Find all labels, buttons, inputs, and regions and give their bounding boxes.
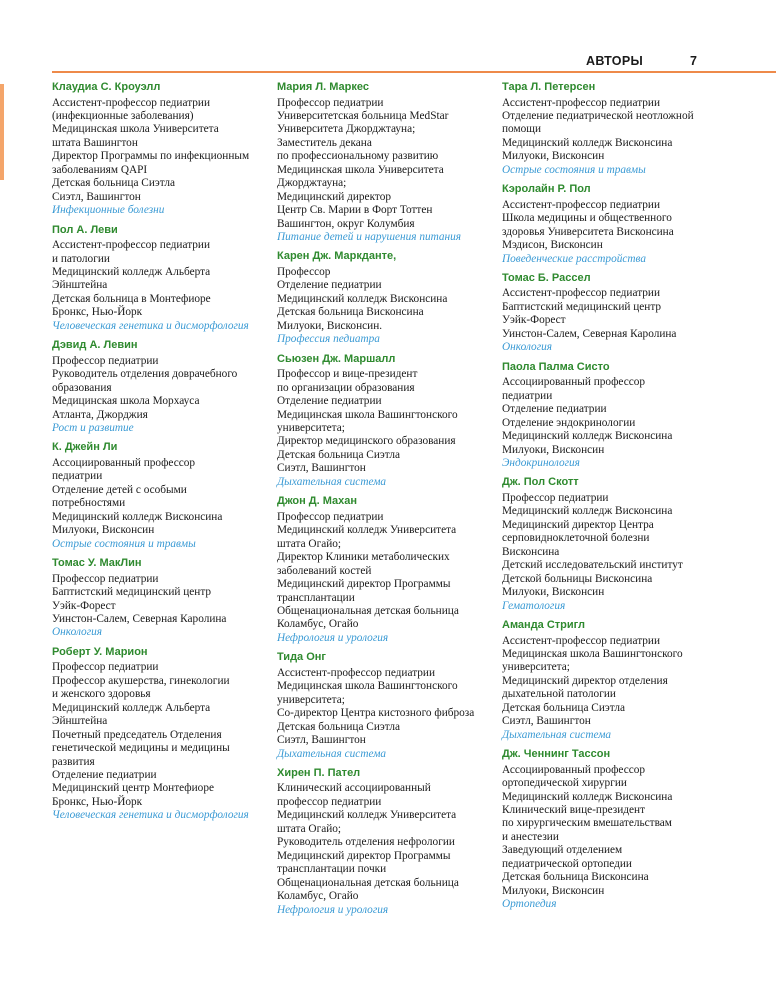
author-affiliation-line: Общенациональная детская больница bbox=[277, 604, 459, 617]
author-chapter-topic: Онкология bbox=[52, 626, 103, 639]
author-affiliation-line: Профессор bbox=[277, 265, 331, 278]
author-name: Хирен П. Пател bbox=[277, 766, 361, 779]
author-entry bbox=[52, 81, 270, 218]
author-chapter-topic: Нефрология и урология bbox=[277, 631, 389, 644]
author-affiliation-line: трансплантации bbox=[277, 591, 355, 604]
author-affiliation-line: Бронкс, Нью-Йорк bbox=[52, 306, 143, 319]
author-affiliation-line: Детская больница в Монтефиоре bbox=[52, 292, 211, 305]
author-affiliation-line: Отделение эндокринологии bbox=[502, 416, 636, 429]
author-affiliation-line: Медицинский центр Монтефиоре bbox=[52, 782, 214, 795]
author-name: Дж. Ченнинг Тассон bbox=[502, 748, 611, 761]
author-affiliation-line: Отделение педиатрии bbox=[277, 279, 382, 292]
author-affiliation-line: серповидноклеточной болезни bbox=[502, 532, 650, 545]
author-affiliation-line: Ассистент-профессор педиатрии bbox=[502, 287, 661, 300]
author-affiliation-line: Милуоки, Висконсин bbox=[52, 524, 155, 537]
author-affiliation-line: Медицинская школа Морхауса bbox=[52, 395, 200, 408]
author-entry bbox=[502, 81, 720, 177]
author-chapter-topic: Дыхательная система bbox=[277, 747, 387, 760]
author-chapter-topic: Рост и развитие bbox=[52, 422, 134, 435]
author-name: Мария Л. Маркес bbox=[277, 81, 369, 93]
author-affiliation-line: Медицинский колледж Альберта bbox=[52, 265, 211, 278]
author-name: Кэролайн Р. Пол bbox=[502, 183, 591, 196]
author-chapter-topic: Дыхательная система bbox=[502, 728, 612, 741]
author-affiliation-line: Атланта, Джорджия bbox=[52, 408, 148, 421]
author-affiliation-line: Руководитель отделения доврачебного bbox=[52, 368, 238, 381]
author-chapter-topic: Профессия педиатра bbox=[277, 333, 380, 346]
author-affiliation-line: профессор педиатрии bbox=[277, 795, 382, 808]
author-affiliation-line: Медицинский директор отделения bbox=[502, 674, 668, 687]
author-entry bbox=[502, 476, 720, 613]
author-affiliation-line: педиатрии bbox=[502, 389, 553, 402]
author-affiliation-line: Милуоки, Висконсин. bbox=[277, 319, 383, 332]
author-affiliation-line: Ассистент-профессор педиатрии bbox=[502, 634, 661, 647]
author-chapter-topic: Острые состояния и травмы bbox=[502, 163, 646, 176]
author-affiliation-line: Медицинская школа Вашингтонского bbox=[277, 408, 458, 421]
author-affiliation-line: Заведующий отделением bbox=[502, 844, 623, 857]
author-affiliation-line: Детская больница Сиэтла bbox=[277, 720, 401, 733]
author-affiliation-line: Баптистский медицинский центр bbox=[502, 300, 662, 313]
author-affiliation-line: Медицинский директор Центра bbox=[502, 518, 654, 531]
author-affiliation-line: Коламбус, Огайо bbox=[277, 890, 359, 903]
author-affiliation-line: Уэйк-Форест bbox=[502, 314, 566, 327]
author-affiliation-line: Ассистент-профессор педиатрии bbox=[52, 239, 211, 252]
author-affiliation-line: Медицинский колледж Висконсина bbox=[52, 510, 223, 523]
author-name: К. Джейн Ли bbox=[52, 441, 118, 454]
author-affiliation-line: Детская больница Висконсина bbox=[502, 871, 649, 884]
author-affiliation-line: Мэдисон, Висконсин bbox=[502, 239, 603, 252]
author-chapter-topic: Дыхательная система bbox=[277, 475, 387, 488]
author-chapter-topic: Питание детей и нарушения питания bbox=[277, 231, 462, 244]
author-affiliation-line: Медицинская школа Университета bbox=[277, 163, 444, 176]
author-affiliation-line: Ассоциированный профессор bbox=[52, 456, 196, 469]
authors-column-1 bbox=[52, 81, 270, 829]
author-affiliation-line: генетической медицины и медицины bbox=[52, 742, 230, 755]
author-affiliation-line: Медицинский колледж Университета bbox=[277, 809, 457, 822]
author-affiliation-line: университета; bbox=[277, 422, 345, 435]
author-affiliation-line: Профессор педиатрии bbox=[52, 661, 159, 674]
author-name: Дэвид А. Левин bbox=[52, 339, 138, 352]
author-affiliation-line: по хирургическим вмешательствам bbox=[502, 817, 672, 830]
author-name: Сьюзен Дж. Маршалл bbox=[277, 352, 396, 365]
author-affiliation-line: Ассистент-профессор педиатрии bbox=[502, 96, 661, 109]
author-name: Паола Палма Систо bbox=[502, 360, 610, 373]
author-entry bbox=[52, 646, 270, 823]
author-entry bbox=[502, 748, 720, 911]
author-affiliation-line: Ассистент-профессор педиатрии bbox=[277, 666, 436, 679]
author-affiliation-line: Профессор акушерства, гинекологии bbox=[52, 674, 230, 687]
author-affiliation-line: Медицинский директор Программы bbox=[277, 849, 451, 862]
author-name: Джон Д. Махан bbox=[277, 495, 358, 508]
author-affiliation-line: Медицинский директор Программы bbox=[277, 578, 451, 591]
author-affiliation-line: Профессор педиатрии bbox=[502, 491, 609, 504]
author-chapter-topic: Поведенческие расстройства bbox=[502, 252, 647, 265]
author-affiliation-line: потребностями bbox=[52, 497, 126, 510]
author-affiliation-line: помощи bbox=[502, 123, 542, 136]
author-affiliation-line: Университетская больница MedStar bbox=[277, 109, 449, 122]
author-affiliation-line: дыхательной патологии bbox=[502, 688, 616, 701]
author-name: Клаудиа С. Кроуэлл bbox=[52, 81, 161, 93]
author-affiliation-line: Милуоки, Висконсин bbox=[502, 884, 605, 897]
author-affiliation-line: Джорджтауна; bbox=[277, 177, 347, 190]
author-affiliation-line: и женского здоровья bbox=[52, 688, 151, 701]
author-affiliation-line: Медицинская школа Университета bbox=[52, 123, 219, 136]
author-affiliation-line: по профессиональному развитию bbox=[277, 150, 439, 163]
author-affiliation-line: Медицинская школа Вашингтонского bbox=[277, 680, 458, 693]
author-name: Томас У. МакЛин bbox=[52, 557, 142, 570]
author-affiliation-line: университета; bbox=[277, 693, 345, 706]
author-affiliation-line: Бронкс, Нью-Йорк bbox=[52, 795, 143, 808]
author-entry bbox=[502, 183, 720, 266]
author-name: Карен Дж. Маркданте, bbox=[277, 250, 397, 263]
authors-column-3 bbox=[502, 81, 720, 918]
author-affiliation-line: Медицинский колледж Альберта bbox=[52, 701, 211, 714]
author-affiliation-line: педиатрической ортопедии bbox=[502, 857, 632, 870]
author-chapter-topic: Гематология bbox=[502, 599, 566, 612]
author-affiliation-line: Отделение педиатрии bbox=[52, 769, 157, 782]
author-affiliation-line: Вашингтон, округ Колумбия bbox=[277, 217, 415, 230]
author-chapter-topic: Нефрология и урология bbox=[277, 903, 389, 916]
author-affiliation-line: Эйнштейна bbox=[52, 715, 108, 728]
author-affiliation-line: Коламбус, Огайо bbox=[277, 618, 359, 631]
author-name: Тара Л. Петерсен bbox=[502, 81, 596, 93]
author-affiliation-line: Детская больница Висконсина bbox=[277, 306, 424, 319]
author-affiliation-line: университета; bbox=[502, 661, 570, 674]
author-affiliation-line: образования bbox=[52, 381, 112, 394]
author-chapter-topic: Онкология bbox=[502, 341, 553, 354]
author-entry bbox=[502, 619, 720, 742]
author-affiliation-line: развития bbox=[52, 755, 95, 768]
author-chapter-topic: Инфекционные болезни bbox=[52, 204, 165, 217]
author-name: Роберт У. Марион bbox=[52, 645, 148, 658]
author-name: Тида Онг bbox=[277, 651, 327, 664]
author-affiliation-line: Директор Клиники метаболических bbox=[277, 551, 450, 564]
author-affiliation-line: Медицинский колледж Университета bbox=[277, 524, 457, 537]
section-title: АВТОРЫ bbox=[586, 54, 644, 68]
author-chapter-topic: Человеческая генетика и дисморфология bbox=[52, 319, 249, 332]
author-affiliation-line: Общенациональная детская больница bbox=[277, 876, 459, 889]
author-affiliation-line: Медицинский колледж Висконсина bbox=[502, 790, 673, 803]
author-entry bbox=[277, 353, 495, 490]
author-entry bbox=[277, 651, 495, 761]
author-affiliation-line: Ассистент-профессор педиатрии bbox=[502, 198, 661, 211]
author-affiliation-line: Профессор и вице-президент bbox=[277, 368, 418, 381]
author-affiliation-line: педиатрии bbox=[52, 470, 103, 483]
author-affiliation-line: Уэйк-Форест bbox=[52, 599, 116, 612]
author-affiliation-line: Медицинский колледж Висконсина bbox=[502, 136, 673, 149]
author-affiliation-line: Клинический вице-президент bbox=[502, 803, 646, 816]
author-affiliation-line: Ассоциированный профессор bbox=[502, 763, 646, 776]
author-affiliation-line: заболеваниям QAPI bbox=[52, 163, 148, 176]
author-affiliation-line: Медицинская школа Вашингтонского bbox=[502, 647, 683, 660]
author-name: Пол А. Леви bbox=[52, 223, 118, 236]
author-affiliation-line: Медицинский колледж Висконсина bbox=[277, 292, 448, 305]
author-affiliation-line: Висконсина bbox=[502, 545, 560, 558]
author-affiliation-line: заболеваний костей bbox=[277, 564, 372, 577]
author-affiliation-line: Университета Джорджтауна; bbox=[277, 123, 416, 136]
author-entry bbox=[52, 224, 270, 334]
author-affiliation-line: Детский исследовательский институт bbox=[502, 559, 683, 572]
author-name: Томас Б. Рассел bbox=[502, 271, 591, 284]
author-affiliation-line: Отделение педиатрии bbox=[277, 395, 382, 408]
side-color-tab bbox=[0, 84, 4, 180]
author-affiliation-line: Медицинский директор bbox=[277, 190, 391, 203]
author-affiliation-line: Милуоки, Висконсин bbox=[502, 443, 605, 456]
author-affiliation-line: Профессор педиатрии bbox=[52, 572, 159, 585]
author-affiliation-line: Милуоки, Висконсин bbox=[502, 150, 605, 163]
author-affiliation-line: Ассоциированный профессор bbox=[502, 376, 646, 389]
author-affiliation-line: Профессор педиатрии bbox=[52, 354, 159, 367]
author-chapter-topic: Острые состояния и травмы bbox=[52, 537, 196, 550]
author-chapter-topic: Эндокринология bbox=[502, 456, 580, 469]
author-entry bbox=[277, 495, 495, 645]
author-entry bbox=[277, 767, 495, 917]
author-affiliation-line: трансплантации почки bbox=[277, 863, 387, 876]
author-affiliation-line: Почетный председатель Отделения bbox=[52, 728, 222, 741]
page-number: 7 bbox=[690, 54, 697, 68]
author-affiliation-line: Со-директор Центра кистозного фиброза bbox=[277, 707, 475, 720]
page-header bbox=[0, 0, 776, 74]
author-affiliation-line: Милуоки, Висконсин bbox=[502, 586, 605, 599]
author-affiliation-line: Руководитель отделения нефрологии bbox=[277, 836, 455, 849]
author-affiliation-line: по организации образования bbox=[277, 381, 415, 394]
author-chapter-topic: Человеческая генетика и дисморфология bbox=[52, 809, 249, 822]
author-affiliation-line: штата Вашингтон bbox=[52, 136, 138, 149]
author-name: Аманда Стригл bbox=[502, 619, 585, 631]
author-affiliation-line: Директор Программы по инфекционным bbox=[52, 150, 250, 163]
header-divider bbox=[52, 71, 776, 73]
author-affiliation-line: Школа медицины и общественного bbox=[502, 212, 672, 225]
author-affiliation-line: Детская больница Сиэтла bbox=[52, 177, 176, 190]
author-affiliation-line: Медицинский колледж Висконсина bbox=[502, 505, 673, 518]
author-affiliation-line: Медицинский колледж Висконсина bbox=[502, 430, 673, 443]
author-affiliation-line: Отделение педиатрии bbox=[502, 403, 607, 416]
author-affiliation-line: и патологии bbox=[52, 252, 110, 265]
author-entry bbox=[502, 272, 720, 355]
author-affiliation-line: Отделение детей с особыми bbox=[52, 483, 187, 496]
author-affiliation-line: и анестезии bbox=[502, 830, 559, 843]
author-affiliation-line: Сиэтл, Вашингтон bbox=[502, 715, 591, 728]
author-affiliation-line: ортопедической хирургии bbox=[502, 777, 627, 790]
authors-column-2 bbox=[277, 81, 495, 923]
author-affiliation-line: штата Огайо; bbox=[277, 822, 342, 835]
author-entry bbox=[52, 441, 270, 551]
author-affiliation-line: Сиэтл, Вашингтон bbox=[277, 734, 366, 747]
author-affiliation-line: Детская больница Сиэтла bbox=[277, 448, 401, 461]
author-affiliation-line: Сиэтл, Вашингтон bbox=[52, 190, 141, 203]
author-affiliation-line: Профессор педиатрии bbox=[277, 96, 384, 109]
author-affiliation-line: Центр Св. Марии в Форт Тоттен bbox=[277, 204, 433, 217]
author-entry bbox=[52, 557, 270, 640]
author-affiliation-line: Эйнштейна bbox=[52, 279, 108, 292]
author-affiliation-line: Уинстон-Салем, Северная Каролина bbox=[52, 613, 227, 625]
author-entry bbox=[277, 81, 495, 244]
author-entry bbox=[52, 339, 270, 435]
author-affiliation-line: штата Огайо; bbox=[277, 537, 342, 550]
author-affiliation-line: здоровья Университета Висконсина bbox=[502, 225, 674, 238]
author-affiliation-line: Детская больница Сиэтла bbox=[502, 701, 626, 714]
author-affiliation-line: Уинстон-Салем, Северная Каролина bbox=[502, 327, 677, 340]
author-affiliation-line: Заместитель декана bbox=[277, 136, 372, 149]
author-affiliation-line: Сиэтл, Вашингтон bbox=[277, 462, 366, 475]
author-affiliation-line: (инфекционные заболевания) bbox=[52, 109, 194, 122]
author-chapter-topic: Ортопедия bbox=[502, 898, 557, 911]
author-affiliation-line: Баптистский медицинский центр bbox=[52, 586, 212, 599]
author-affiliation-line: Детской больницы Висконсина bbox=[502, 572, 653, 585]
author-affiliation-line: Директор медицинского образования bbox=[277, 435, 456, 448]
author-entry bbox=[502, 361, 720, 471]
author-affiliation-line: Клинический ассоциированный bbox=[277, 782, 431, 795]
author-affiliation-line: Отделение педиатрической неотложной bbox=[502, 109, 694, 122]
author-entry bbox=[277, 250, 495, 346]
author-name: Дж. Пол Скотт bbox=[502, 476, 579, 489]
author-affiliation-line: Ассистент-профессор педиатрии bbox=[52, 96, 211, 109]
author-affiliation-line: Профессор педиатрии bbox=[277, 510, 384, 523]
